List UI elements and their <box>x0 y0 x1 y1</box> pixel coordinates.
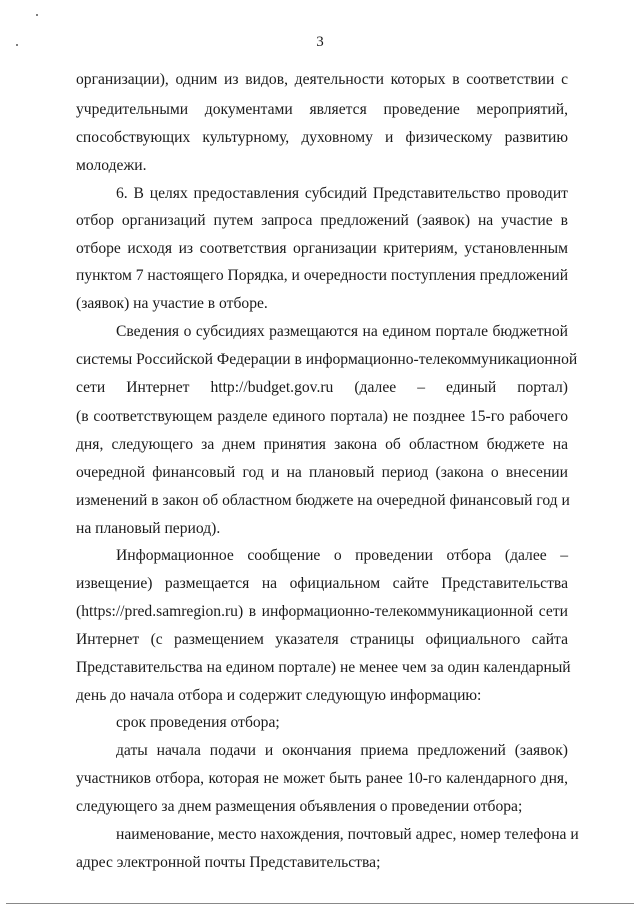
text-line: отбор организаций путем запроса предложений (заявок) на участие в <box>76 212 568 229</box>
text-line: сети Интернет http://budget.gov.ru (далее – единый портал) <box>76 379 568 396</box>
text-line: адрес электронной почты Представительства; <box>76 854 381 871</box>
text-line: изменений в закон об областном бюджете на очередной финансовый год и <box>76 492 570 509</box>
text-line: способствующих культурному, духовному и физическому развитию <box>76 129 568 146</box>
text-line: пунктом 7 настоящего Порядка, и очередности поступления предложений <box>76 267 569 284</box>
text-line: даты начала подачи и окончания приема предложений (заявок) <box>116 742 568 759</box>
text-line: учредительными документами является проведение мероприятий, <box>76 101 568 118</box>
text-line: системы Российской Федерации в информационно-телекоммуникационной <box>76 351 578 368</box>
text-line: день до начала отбора и содержит следующую информацию: <box>76 687 482 704</box>
text-line: отборе исходя из соответствия организации критериям, установленным <box>76 240 568 257</box>
text-line: срок проведения отбора; <box>116 714 280 731</box>
text-line: 6. В целях предоставления субсидий Представительство проводит <box>116 185 568 202</box>
text-line: Представительства на едином портале) не менее чем за один календарный <box>76 659 571 676</box>
text-line: на плановый период). <box>76 520 221 537</box>
page-number: 3 <box>316 34 324 50</box>
scan-mark <box>36 14 38 16</box>
text-line: извещение) размещается на официальном сайте Представительства <box>76 575 568 592</box>
text-line: молодежи. <box>76 157 147 174</box>
text-line: Интернет (с размещением указателя страницы официального сайта <box>76 631 568 648</box>
text-line: очередной финансовый год и на плановый период (закона о внесении <box>76 464 568 481</box>
text-line: наименование, место нахождения, почтовый адрес, номер телефона и <box>116 826 579 843</box>
text-line: (https://pred.samregion.ru) в информационно-телекоммуникационной сети <box>76 603 568 620</box>
text-line: участников отбора, которая не может быть ранее 10-го календарного дня, <box>76 770 568 787</box>
text-line: (в соответствующем разделе единого портала) не позднее 15-го рабочего <box>76 408 568 425</box>
text-line: следующего за днем размещения объявления о проведении отбора; <box>76 798 523 815</box>
text-line: Сведения о субсидиях размещаются на едином портале бюджетной <box>116 323 568 340</box>
text-line: организации), одним из видов, деятельности которых в соответствии с <box>76 71 568 88</box>
text-line: дня, следующего за днем принятия закона об областном бюджете на <box>76 436 568 453</box>
text-line: Информационное сообщение о проведении отбора (далее – <box>116 547 568 564</box>
text-line: (заявок) на участие в отборе. <box>76 295 268 312</box>
page-edge-line <box>6 903 634 904</box>
scan-mark <box>16 44 18 46</box>
